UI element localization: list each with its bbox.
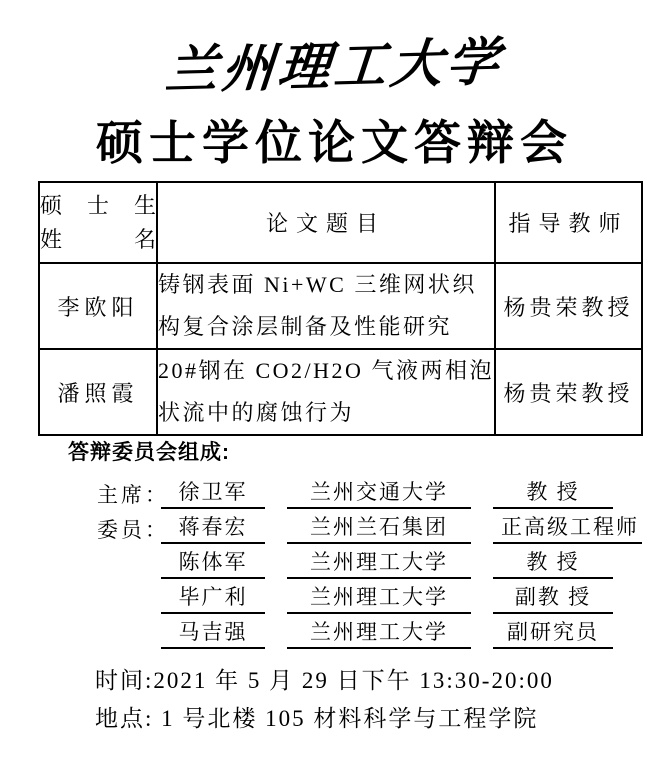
page-title: 硕士学位论文答辩会 [96, 118, 573, 170]
thesis-topic: 20#钢在 CO2/H2O 气液两相泡状流中的腐蚀行为 [157, 349, 495, 435]
header-student-name-line1: 硕 士 生 [40, 192, 156, 218]
header-thesis-topic: 论文题目 [157, 182, 495, 263]
committee-member-title: 教 授 [493, 546, 613, 579]
committee-member-title: 副研究员 [493, 616, 613, 649]
committee-row-member [97, 579, 642, 614]
defense-table [38, 181, 643, 436]
university-calligraphy-logo: 兰州理工大学 [163, 34, 505, 101]
student-name: 李欧阳 [39, 263, 157, 349]
table-header-row [39, 182, 642, 263]
committee-member-affiliation: 兰州理工大学 [287, 546, 471, 579]
header-student-name [39, 182, 157, 263]
committee-row-member [97, 614, 642, 649]
committee-row-member [97, 544, 642, 579]
committee-member-title: 正高级工程师 [493, 511, 642, 544]
committee-row-chairman [97, 474, 642, 509]
thesis-topic: 铸钢表面 Ni+WC 三维网状织构复合涂层制备及性能研究 [157, 263, 495, 349]
committee-member-title: 教 授 [493, 476, 613, 509]
table-row [39, 263, 642, 349]
table-row [39, 349, 642, 435]
header-advisor: 指导教师 [495, 182, 642, 263]
defense-location: 地点: 1 号北楼 105 材料科学与工程学院 [95, 706, 539, 731]
committee-member-name: 马吉强 [161, 616, 265, 649]
committee-member-name: 蒋春宏 [161, 511, 265, 544]
committee-row-member [97, 509, 642, 544]
committee-role-label: 主席： [97, 483, 169, 507]
committee-heading: 答辩委员会组成: [68, 441, 230, 464]
committee-member-affiliation: 兰州交通大学 [287, 476, 471, 509]
committee-member-title: 副教 授 [493, 581, 613, 614]
committee-member-name: 陈体军 [161, 546, 265, 579]
committee-role-label: 委员： [97, 518, 169, 542]
committee-member-name: 毕广利 [161, 581, 265, 614]
committee-member-affiliation: 兰州理工大学 [287, 581, 471, 614]
advisor-name: 杨贵荣教授 [495, 263, 642, 349]
header-student-name-line2: 姓 名 [40, 226, 156, 252]
defense-time: 时间:2021 年 5 月 29 日下午 13:30-20:00 [95, 668, 554, 693]
committee-member-name: 徐卫军 [161, 476, 265, 509]
advisor-name: 杨贵荣教授 [495, 349, 642, 435]
student-name: 潘照霞 [39, 349, 157, 435]
committee-member-affiliation: 兰州兰石集团 [287, 511, 471, 544]
committee-list [97, 474, 642, 649]
committee-member-affiliation: 兰州理工大学 [287, 616, 471, 649]
